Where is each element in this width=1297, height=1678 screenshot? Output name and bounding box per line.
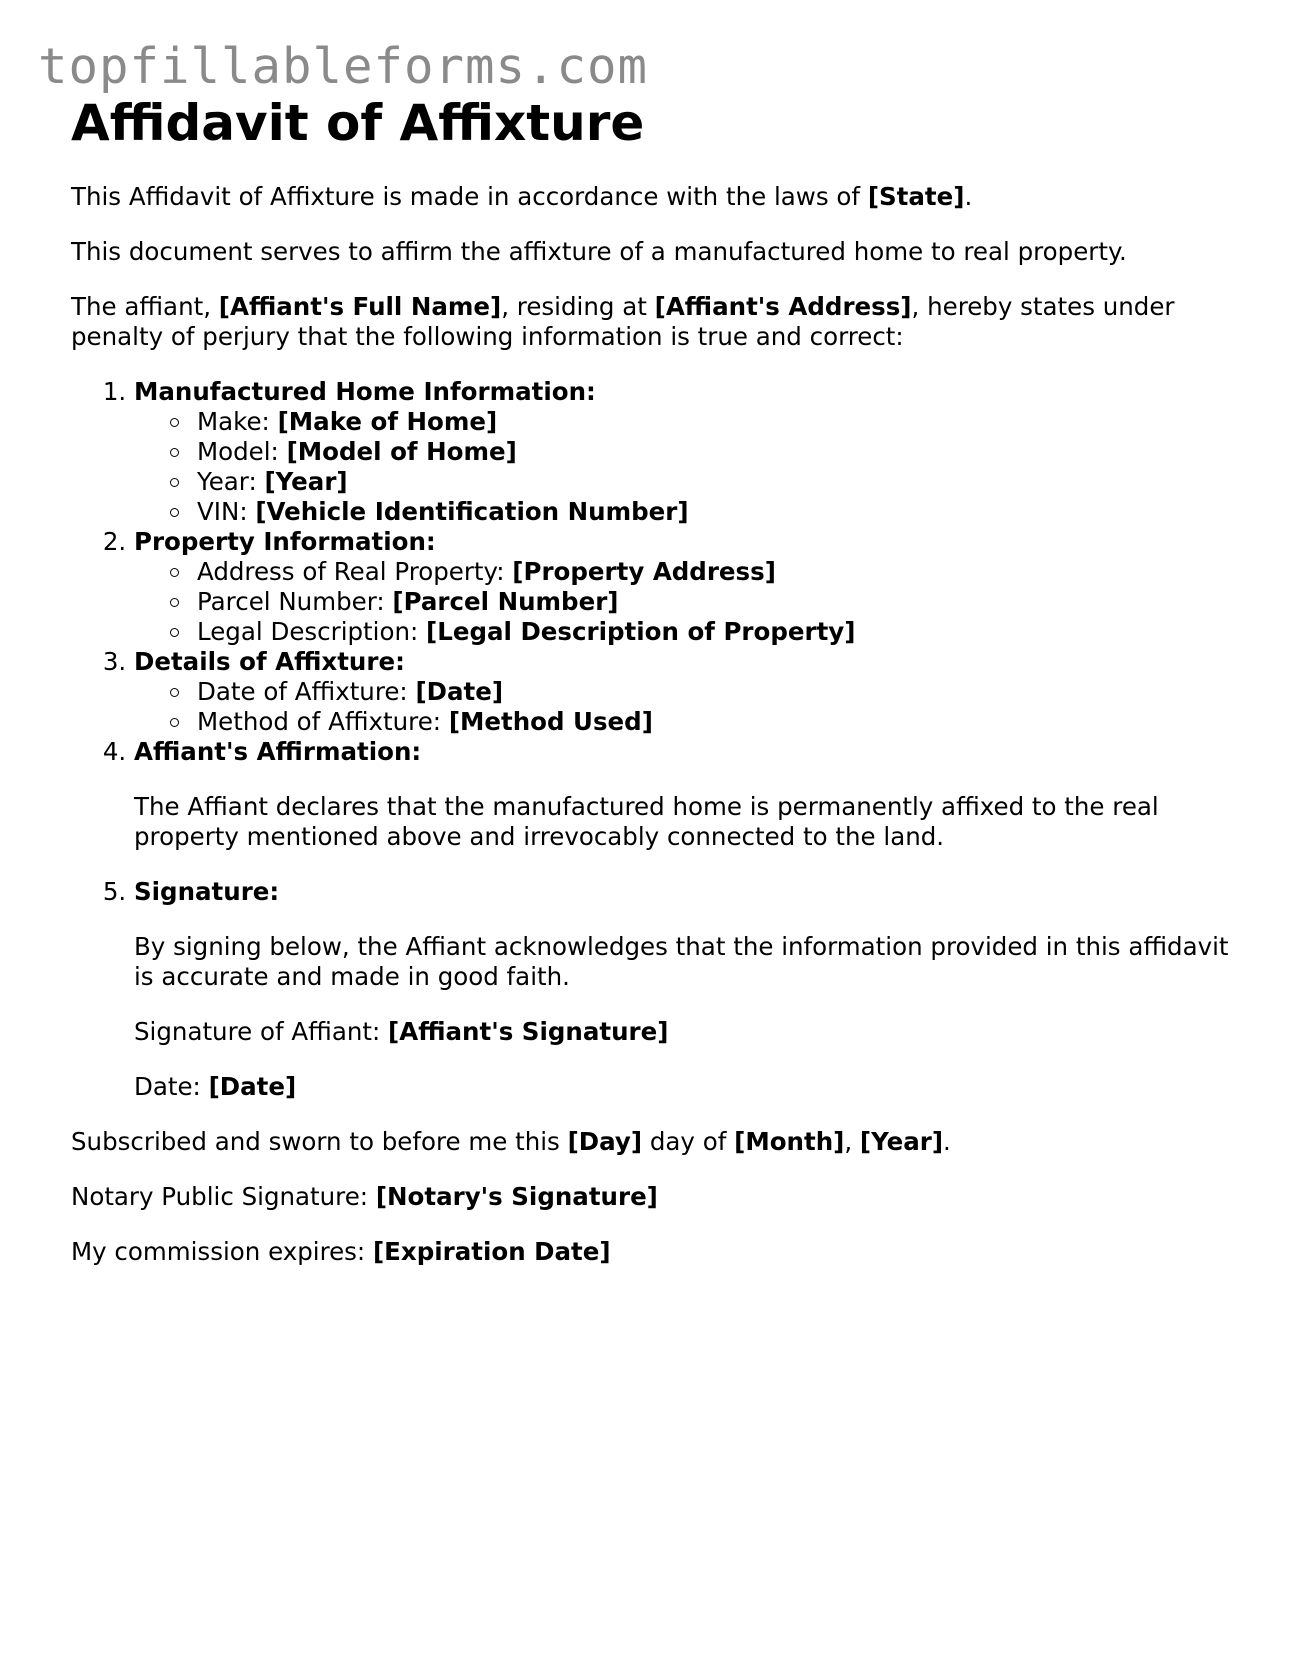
sworn-year-field[interactable]: [Year] (859, 1127, 944, 1156)
section-heading: Property Information: (134, 527, 436, 556)
affixture-details-list (134, 677, 1241, 737)
section-affixture-details (134, 647, 1241, 737)
affidavit-sections (71, 377, 1241, 1102)
field-label: Notary Public Signature: (71, 1182, 376, 1211)
affirmation-text: The Affiant declares that the manufactured home is permanently affixed to the real property mentioned above and irrevocably connected to the land. (134, 792, 1159, 851)
affiant-signature-field[interactable]: [Affiant's Signature] (388, 1017, 669, 1046)
sworn-day-field[interactable]: [Day] (567, 1127, 643, 1156)
legal-description-field[interactable]: [Legal Description of Property] (426, 617, 856, 646)
list-item (197, 617, 1241, 647)
field-label: Date: (134, 1072, 209, 1101)
intro-state-end: . (964, 182, 973, 211)
field-label: Make: (197, 407, 278, 436)
sworn-text: , (844, 1127, 860, 1156)
affiant-address-field[interactable]: [Affiant's Address] (654, 292, 912, 321)
make-field[interactable]: [Make of Home] (277, 407, 498, 436)
section-heading: Affiant's Affirmation: (134, 737, 422, 766)
expiration-date-field[interactable]: [Expiration Date] (372, 1237, 611, 1266)
commission-expiry-line (71, 1237, 1241, 1267)
intro-state-paragraph (71, 182, 1241, 212)
signature-acknowledgement: By signing below, the Affiant acknowledges that the information provided in this affidavit is accurate and made in good faith. (134, 932, 1229, 991)
list-item (197, 467, 1241, 497)
signature-date-field[interactable]: [Date] (208, 1072, 297, 1101)
section-heading: Details of Affixture: (134, 647, 405, 676)
field-label: Year: (197, 467, 265, 496)
list-item (197, 407, 1241, 437)
section-home-info (134, 377, 1241, 527)
intro-affiant-paragraph (71, 292, 1241, 352)
intro-purpose-paragraph: This document serves to affirm the affixture of a manufactured home to real property. (71, 237, 1127, 266)
affiant-intro-text: The affiant, (71, 292, 219, 321)
intro-state-text: This Affidavit of Affixture is made in accordance with the laws of (71, 182, 868, 211)
field-label: Parcel Number: (197, 587, 393, 616)
signature-date-line (134, 1072, 1241, 1102)
list-item (197, 677, 1241, 707)
affiant-signature-line (134, 1017, 1241, 1047)
affiant-statement-text: , hereby states under penalty of perjury that the following information is true and correct: (71, 292, 1175, 351)
notary-signature-field[interactable]: [Notary's Signature] (375, 1182, 658, 1211)
vin-field[interactable]: [Vehicle Identification Number] (255, 497, 689, 526)
list-item (197, 707, 1241, 737)
document-title: Affidavit of Affixture (71, 94, 645, 152)
section-signature (134, 877, 1241, 1102)
state-field[interactable]: [State] (867, 182, 965, 211)
sworn-text: . (943, 1127, 951, 1156)
field-label: Method of Affixture: (197, 707, 449, 736)
home-info-list (134, 407, 1241, 527)
field-label: Model: (197, 437, 287, 466)
field-label: My commission expires: (71, 1237, 373, 1266)
section-heading: Signature: (134, 877, 280, 906)
section-heading: Manufactured Home Information: (134, 377, 596, 406)
affixture-date-field[interactable]: [Date] (415, 677, 504, 706)
list-item (197, 557, 1241, 587)
field-label: Legal Description: (197, 617, 427, 646)
sworn-statement (71, 1127, 1241, 1157)
affiant-mid-text: , residing at (501, 292, 655, 321)
field-label: Address of Real Property: (197, 557, 513, 586)
section-property-info (134, 527, 1241, 647)
list-item (197, 587, 1241, 617)
property-info-list (134, 557, 1241, 647)
watermark: topfillableforms.com (38, 38, 649, 95)
sworn-month-field[interactable]: [Month] (734, 1127, 845, 1156)
list-item (197, 497, 1241, 527)
affixture-method-field[interactable]: [Method Used] (448, 707, 653, 736)
model-field[interactable]: [Model of Home] (286, 437, 517, 466)
affiant-name-field[interactable]: [Affiant's Full Name] (218, 292, 502, 321)
sworn-text: day of (642, 1127, 735, 1156)
property-address-field[interactable]: [Property Address] (512, 557, 776, 586)
section-affirmation (134, 737, 1241, 852)
list-item (197, 437, 1241, 467)
sworn-text: Subscribed and sworn to before me this (71, 1127, 568, 1156)
notary-signature-line (71, 1182, 1241, 1212)
parcel-number-field[interactable]: [Parcel Number] (392, 587, 619, 616)
field-label: Date of Affixture: (197, 677, 416, 706)
field-label: Signature of Affiant: (134, 1017, 389, 1046)
field-label: VIN: (197, 497, 256, 526)
year-field[interactable]: [Year] (264, 467, 348, 496)
document-body (71, 88, 1241, 1292)
